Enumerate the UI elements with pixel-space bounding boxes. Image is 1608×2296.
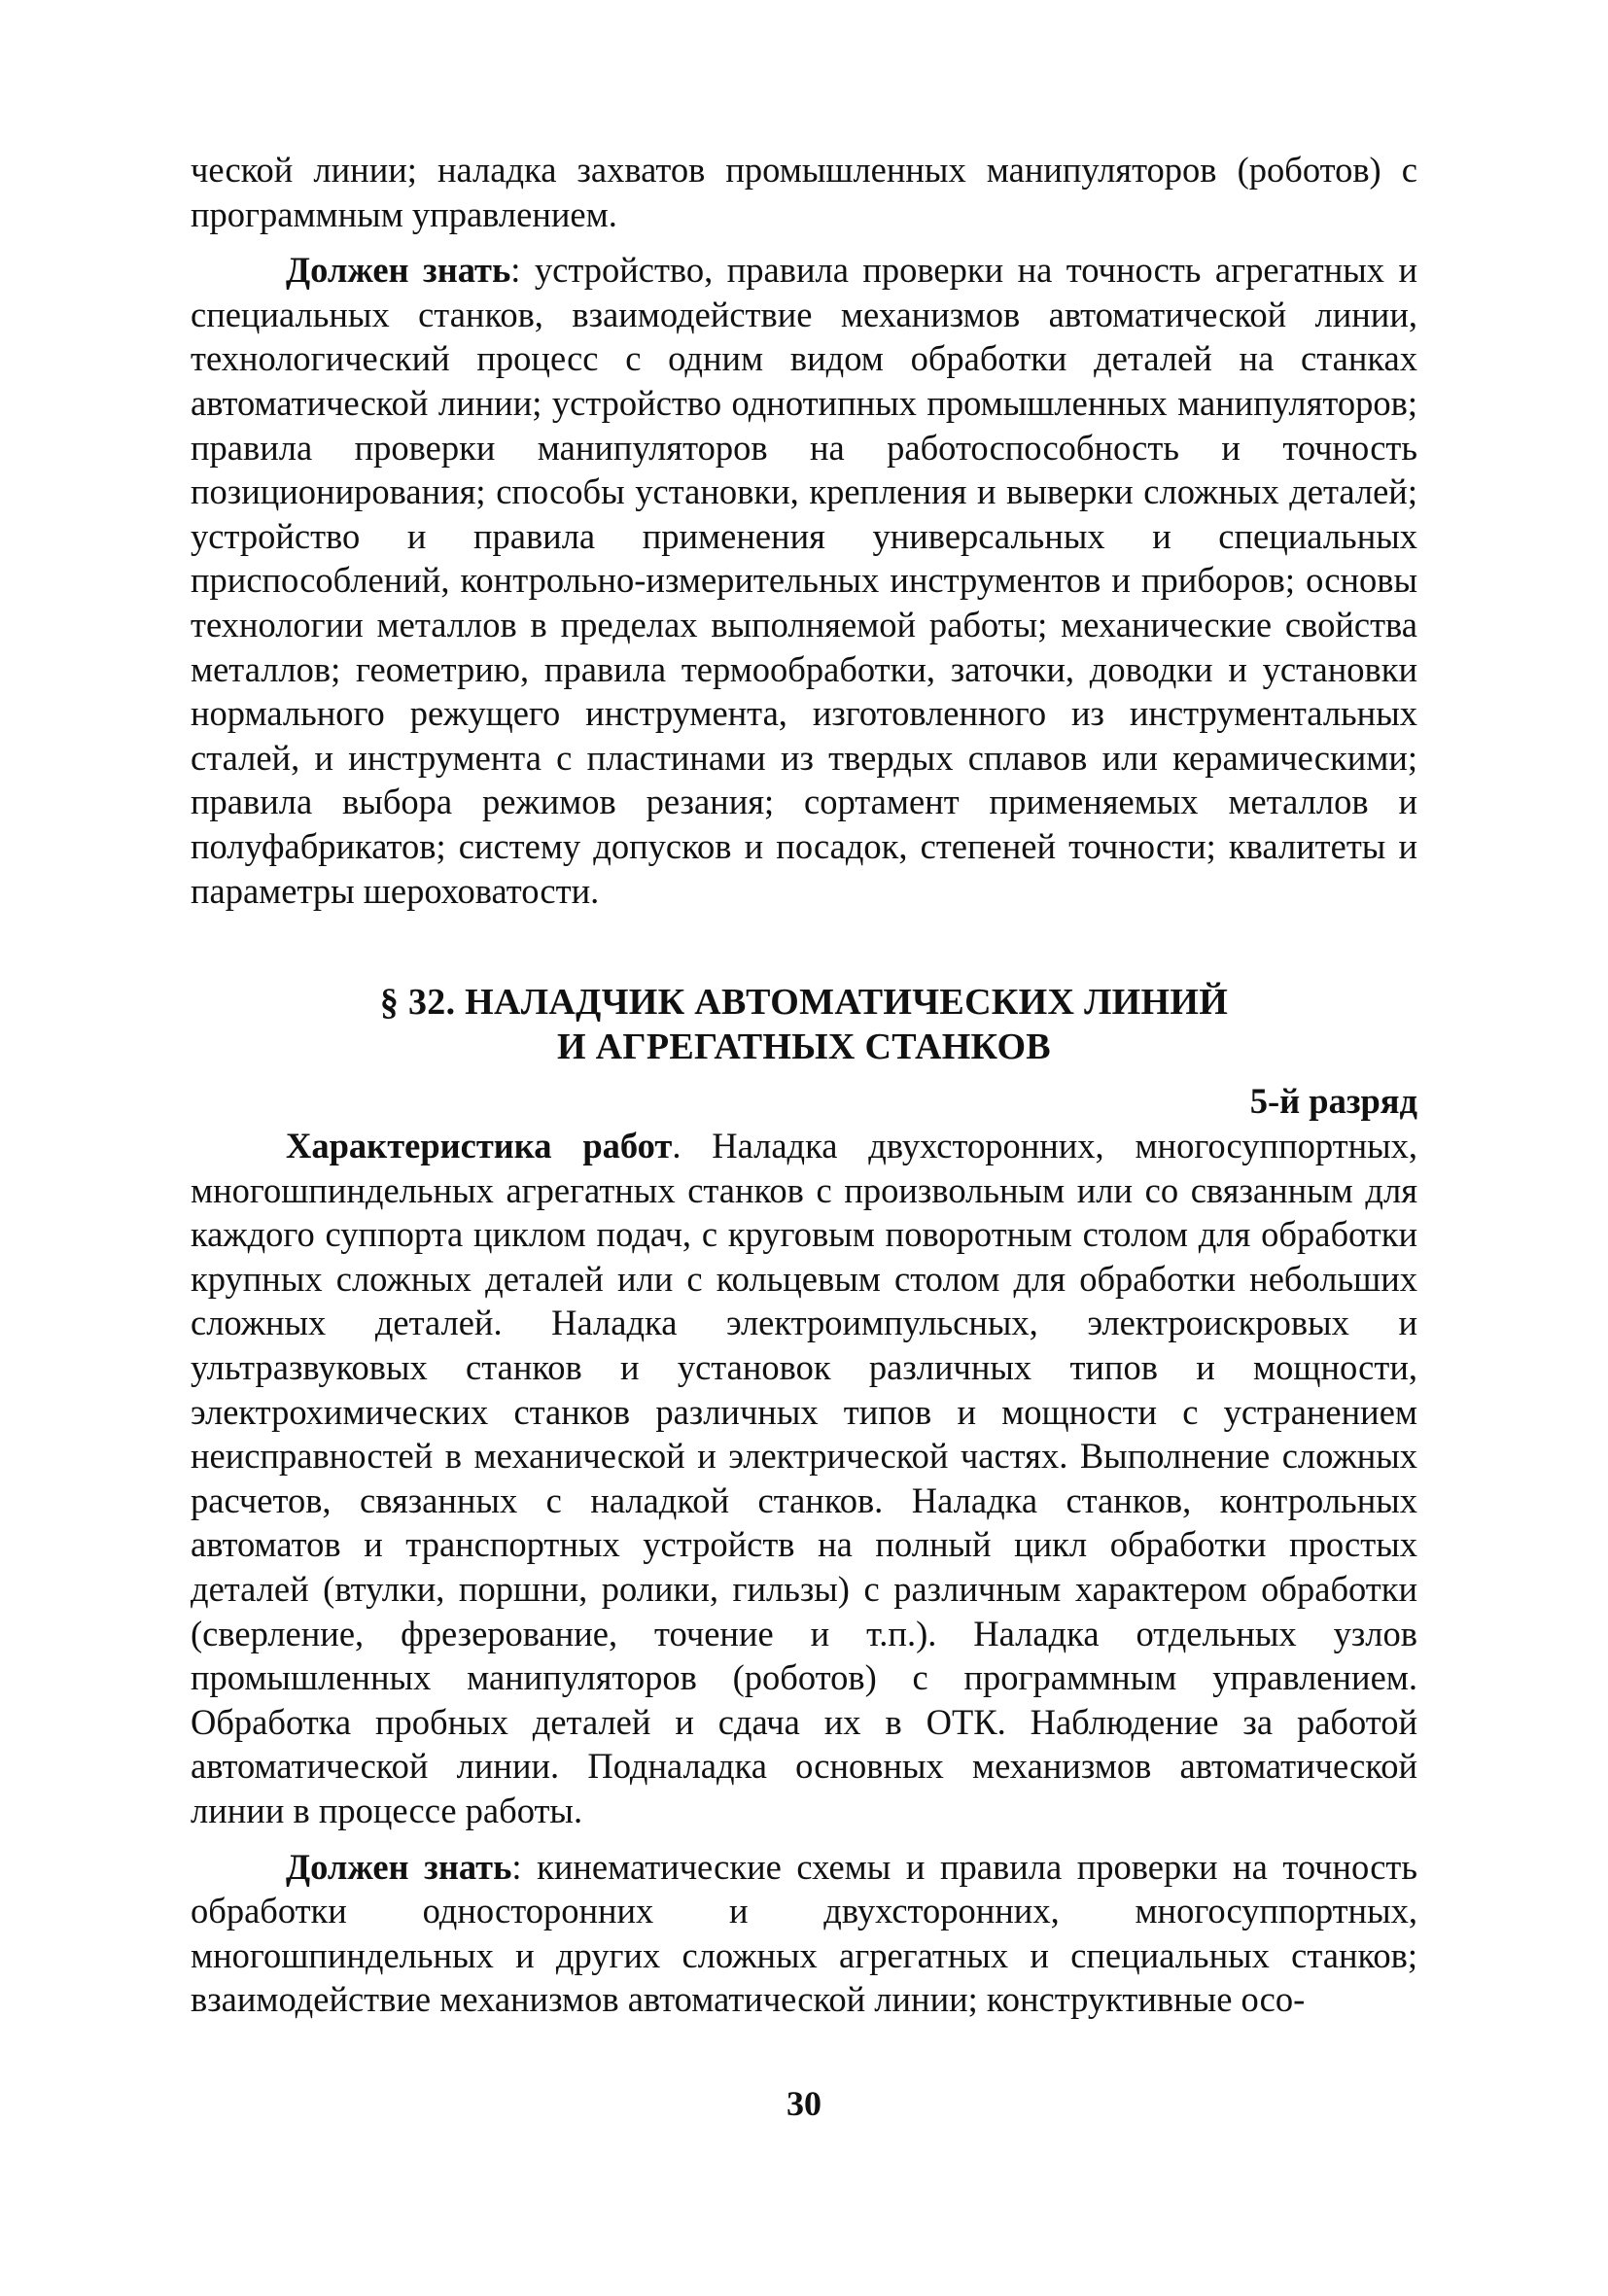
required-knowledge-paragraph [191,248,1417,913]
grade-label: 5-й разряд [1249,1081,1417,1121]
continued-paragraph [191,148,1417,236]
section-title-line-1: § 32. НАЛАДЧИК АВТОМАТИЧЕСКИХ ЛИНИЙ [379,982,1229,1023]
work-characteristics-lead: Характеристика работ [286,1126,673,1165]
continued-text-block [191,148,1417,913]
work-characteristics-text: . Наладка двухсторонних, многосуппортных, многошпиндельных агрегатных станков с произвольным или со связанным для каждого суппорта циклом подач, с круговым поворотным столом для обработки крупных сложных деталей или с кольцевым столом для обработки небольших сложных деталей. Наладка электроимпульсных, электроискровых и ультразвуковых станков и установок различных типов и мощности, электрохимических станков различных типов и мощности с устранением неисправностей в механической и электрической частях. Выполнение сложных расчетов, связанных с наладкой станков. Наладка станков, контрольных автоматов и транспортных устройств на полный цикл обработки простых деталей (втулки, поршни, ролики, гильзы) с различным характером обработки (сверление, фрезерование, точение и т.п.). Наладка отдельных узлов промышленных манипуляторов (роботов) с программным управлением. Обработка пробных деталей и сдача их в ОТК. Наблюдение за работой автоматической линии. Подналадка основных механизмов автоматической линии в процессе работы. [191,1126,1417,1830]
section-knowledge-lead: Должен знать [286,1846,512,1887]
required-knowledge-lead: Должен знать [286,250,511,291]
page-number: 30 [787,2084,821,2123]
section-title [191,980,1417,1069]
continued-paragraph-text: ческой линии; наладка захватов промышленных манипуляторов (роботов) с программным управлением. [191,150,1417,234]
work-characteristics-paragraph [191,1124,1417,1833]
section-title-line-2: И АГРЕГАТНЫХ СТАНКОВ [557,1026,1051,1067]
section-body [191,1124,1417,2022]
required-knowledge-text: : устройство, правила проверки на точность агрегатных и специальных станков, взаимодействие механизмов автоматической линии, технологический процесс с одним видом обработки деталей на станках автоматической линии; устройство однотипных промышленных манипуляторов; правила проверки манипуляторов на работоспособность и точность позиционирования; способы установки, крепления и выверки сложных деталей; устройство и правила применения универсальных и специальных приспособлений, контрольно-измерительных инструментов и приборов; основы технологии металлов в пределах выполняемой работы; механические свойства металлов; геометрию, правила термообработки, заточки, доводки и установки нормального режущего инструмента, изготовленного из инструментальных сталей, и инструмента с пластинами из твердых сплавов или керамическими; правила выбора режимов резания; сортамент применяемых металлов и полуфабрикатов; систему допусков и посадок, степеней точности; квалитеты и параметры шероховатости. [191,250,1417,911]
section-knowledge-text: : кинематические схемы и правила проверки на точность обработки односторонних и двухсторонних, многосуппортных, многошпиндельных и других сложных агрегатных и специальных станков; взаимодействие механизмов автоматической линии; конструктивные осо- [191,1846,1417,2020]
section-knowledge-paragraph [191,1845,1417,2022]
